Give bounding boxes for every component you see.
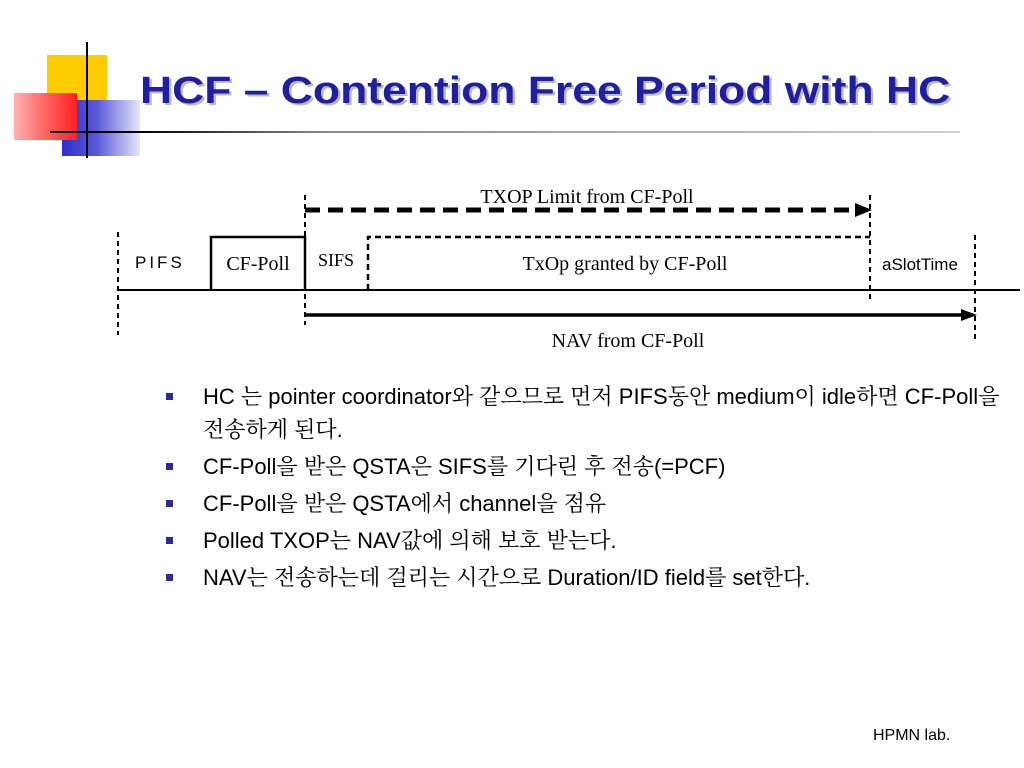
bullet-text: CF-Poll을 받은 QSTA은 SIFS를 기다린 후 전송(=PCF) bbox=[203, 454, 726, 479]
bullet-text: CF-Poll을 받은 QSTA에서 channel을 점유 bbox=[203, 491, 607, 516]
square-bullet-icon bbox=[166, 537, 173, 544]
bullet-item bbox=[165, 487, 1013, 520]
square-bullet-icon bbox=[166, 463, 173, 470]
sifs-label: SIFS bbox=[318, 250, 355, 270]
txop-granted-label: TxOp granted by CF-Poll bbox=[522, 253, 728, 275]
square-bullet-icon bbox=[166, 393, 173, 400]
footer-label: HPMN lab. bbox=[873, 727, 951, 744]
title-underline bbox=[50, 131, 960, 133]
square-bullet-icon bbox=[166, 574, 173, 581]
square-bullet-icon bbox=[166, 500, 173, 507]
bullet-item bbox=[165, 561, 1013, 594]
bullet-item bbox=[165, 450, 1013, 483]
bullet-text: Polled TXOP는 NAV값에 의해 보호 받는다. bbox=[203, 528, 617, 553]
bullet-item bbox=[165, 524, 1013, 557]
pifs-label: PIFS bbox=[135, 253, 185, 272]
bullet-list bbox=[165, 380, 1013, 598]
bullet-text: HC 는 pointer coordinator와 같으므로 먼저 PIFS동안 medium이 idle하면 CF-Poll을 전송하게 된다. bbox=[203, 384, 1000, 442]
nav-label: NAV from CF-Poll bbox=[551, 330, 705, 352]
cf-poll-label: CF-Poll bbox=[226, 253, 290, 275]
aslottime-label: aSlotTime bbox=[882, 255, 958, 274]
slide-title: HCF – Contention Free Period with HC bbox=[140, 70, 951, 112]
decor-vertical-line bbox=[86, 42, 88, 158]
bullet-text: NAV는 전송하는데 걸리는 시간으로 Duration/ID field를 set한다. bbox=[203, 565, 811, 590]
txop-limit-label: TXOP Limit from CF-Poll bbox=[480, 186, 694, 208]
bullet-item bbox=[165, 380, 1013, 446]
timing-diagram bbox=[0, 175, 1024, 355]
